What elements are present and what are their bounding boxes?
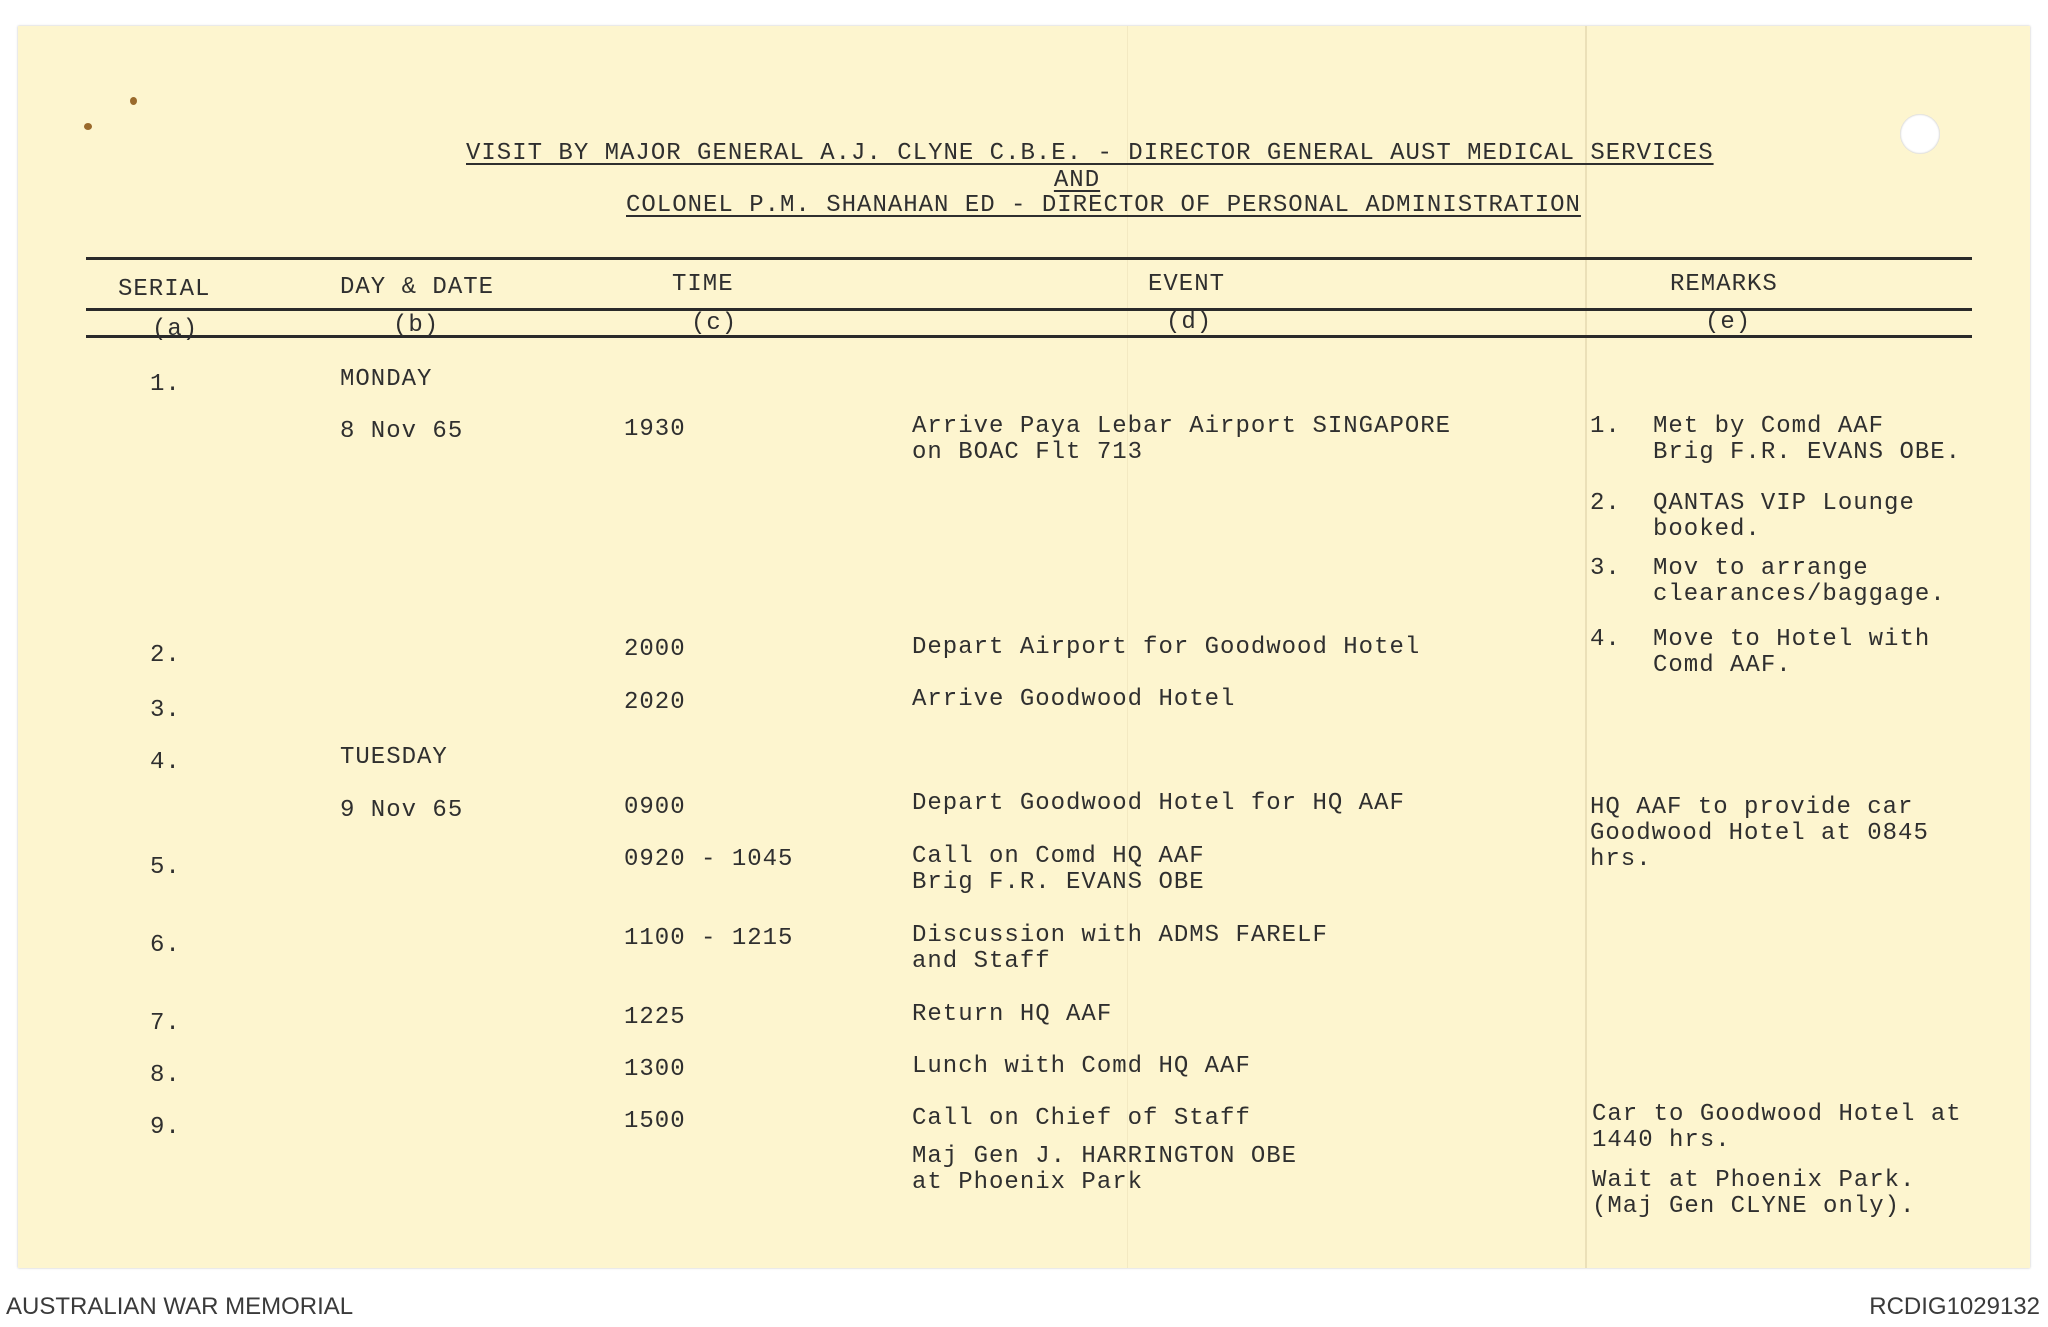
remark-text: QANTAS VIP Lounge booked.	[1653, 490, 1915, 543]
row-time: 1300	[624, 1056, 686, 1083]
remark-number: 3.	[1590, 555, 1621, 582]
remark-number: 1.	[1590, 413, 1621, 440]
row-event: Call on Chief of Staff	[912, 1105, 1251, 1132]
row-serial: 2.	[150, 642, 181, 669]
table-rule-subheader	[86, 335, 1972, 338]
row-serial: 7.	[150, 1010, 181, 1037]
archive-record-id: RCDIG1029132	[1869, 1293, 2040, 1320]
header-code-d: (d)	[1166, 309, 1213, 336]
row-time: 0920 - 1045	[624, 846, 794, 873]
remark-text: Met by Comd AAF Brig F.R. EVANS OBE.	[1653, 413, 1962, 466]
document-title-line2: COLONEL P.M. SHANAHAN ED - DIRECTOR OF PERSONAL ADMINISTRATION	[626, 192, 1581, 219]
row-time: 1500	[624, 1108, 686, 1135]
header-code-c: (c)	[691, 310, 738, 337]
archive-source-label: AUSTRALIAN WAR MEMORIAL	[6, 1293, 354, 1320]
punch-hole	[1900, 114, 1940, 154]
row-time: 0900	[624, 794, 686, 821]
row-event: Lunch with Comd HQ AAF	[912, 1053, 1251, 1080]
header-code-e: (e)	[1705, 309, 1752, 336]
row-day: MONDAY	[340, 366, 433, 393]
row-date: 9 Nov 65	[340, 797, 464, 824]
row-event: Return HQ AAF	[912, 1001, 1113, 1028]
rust-stain	[130, 97, 137, 105]
header-day-date: DAY & DATE	[340, 274, 495, 301]
row-date: 8 Nov 65	[340, 418, 464, 445]
remark-number: 4.	[1590, 626, 1621, 653]
remark-text: HQ AAF to provide car Goodwood Hotel at 0845 hrs.	[1590, 794, 1929, 873]
row-day: TUESDAY	[340, 744, 448, 771]
rust-stain	[84, 123, 92, 130]
remark-text: Wait at Phoenix Park. (Maj Gen CLYNE only).	[1592, 1167, 1916, 1220]
row-serial: 9.	[150, 1114, 181, 1141]
row-event: Discussion with ADMS FARELF and Staff	[912, 922, 1328, 975]
row-time: 1930	[624, 416, 686, 443]
row-serial: 1.	[150, 371, 181, 398]
row-serial: 6.	[150, 932, 181, 959]
header-serial: SERIAL	[118, 276, 211, 303]
row-time: 1225	[624, 1004, 686, 1031]
table-rule-header	[86, 308, 1972, 311]
remark-text: Mov to arrange clearances/baggage.	[1653, 555, 1946, 608]
row-event: Depart Goodwood Hotel for HQ AAF	[912, 790, 1405, 817]
row-time: 2020	[624, 689, 686, 716]
row-event: Arrive Goodwood Hotel	[912, 686, 1236, 713]
row-serial: 5.	[150, 854, 181, 881]
row-event: Call on Comd HQ AAF Brig F.R. EVANS OBE	[912, 843, 1205, 896]
paper-fold	[1585, 26, 1587, 1268]
row-serial: 8.	[150, 1062, 181, 1089]
remark-number: 2.	[1590, 490, 1621, 517]
remark-text: Move to Hotel with Comd AAF.	[1653, 626, 1931, 679]
remark-text: Car to Goodwood Hotel at 1440 hrs.	[1592, 1101, 1962, 1154]
row-serial: 4.	[150, 749, 181, 776]
header-event: EVENT	[1148, 271, 1226, 298]
row-event-extra: Maj Gen J. HARRINGTON OBE at Phoenix Park	[912, 1143, 1298, 1196]
document-title-line1: VISIT BY MAJOR GENERAL A.J. CLYNE C.B.E. - DIRECTOR GENERAL AUST MEDICAL SERVICES	[466, 140, 1714, 167]
row-event: Depart Airport for Goodwood Hotel	[912, 634, 1421, 661]
table-rule-top	[86, 257, 1972, 260]
header-code-b: (b)	[393, 312, 440, 339]
row-event: Arrive Paya Lebar Airport SINGAPORE on BOAC Flt 713	[912, 413, 1452, 466]
document-title-and: AND	[1053, 167, 1101, 194]
header-remarks: REMARKS	[1670, 271, 1778, 298]
header-time: TIME	[672, 271, 734, 298]
header-code-a: (a)	[152, 316, 199, 343]
row-serial: 3.	[150, 697, 181, 724]
row-time: 2000	[624, 636, 686, 663]
row-time: 1100 - 1215	[624, 925, 794, 952]
